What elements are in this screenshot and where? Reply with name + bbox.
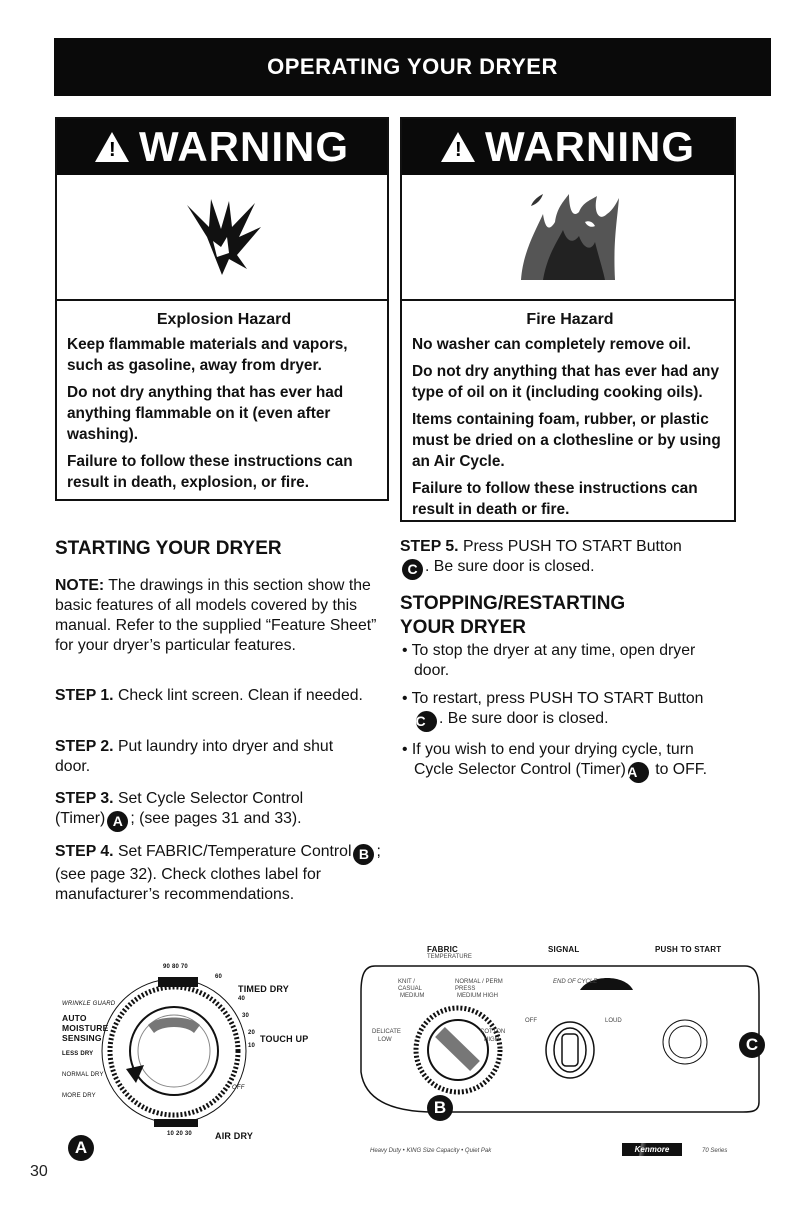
badge-b-callout: B xyxy=(427,1095,453,1121)
step-3 xyxy=(55,789,355,832)
step-label: STEP 4. xyxy=(55,843,114,860)
fabric-label: FABRIC xyxy=(427,945,458,954)
step-5 xyxy=(400,537,700,580)
step-text: ; (see pages 31 and 33). xyxy=(130,810,302,827)
warning-label: WARNING xyxy=(139,123,349,170)
series-label: 70 Series xyxy=(702,1148,728,1154)
explosion-icon xyxy=(177,197,267,277)
step-4 xyxy=(55,842,390,905)
badge-a: A xyxy=(628,762,649,783)
knit-casual-label: KNIT / CASUAL xyxy=(398,979,423,992)
warning-label: WARNING xyxy=(485,123,695,170)
page-number: 30 xyxy=(30,1163,48,1180)
list-item: • To stop the dryer at any time, open dryer door. xyxy=(402,642,696,679)
air-dry-label: AIR DRY xyxy=(215,1131,254,1141)
signal-label: SIGNAL xyxy=(548,945,580,954)
step-text: Set Cycle Selector Control (Timer) xyxy=(55,790,304,827)
timed-dry-label: TIMED DRY xyxy=(238,984,289,994)
section-header: OPERATING YOUR DRYER xyxy=(54,38,771,96)
less-dry-label: LESS DRY xyxy=(62,1051,94,1057)
step-1 xyxy=(55,686,385,706)
warning-line: Items containing foam, rubber, or plastic must be dried on a clothesline or by using an Air Cycle. xyxy=(412,411,721,470)
warning-line: Failure to follow these instructions can result in death or fire. xyxy=(412,480,698,518)
step-text: Set FABRIC/Temperature Control xyxy=(117,843,352,860)
step-2 xyxy=(55,737,355,777)
stopping-heading: STOPPING/RESTARTING YOUR DRYER xyxy=(400,593,626,638)
warning-line: Failure to follow these instructions can result in death, explosion, or fire. xyxy=(67,453,353,491)
cotton-label: COTTON xyxy=(480,1029,506,1035)
end-of-cycle-label: END OF CYCLE xyxy=(553,979,598,985)
step-text: Put laundry into dryer and shut door. xyxy=(55,738,334,775)
delicate-label: DELICATE xyxy=(372,1029,401,1035)
step-text: Press PUSH TO START Button xyxy=(462,538,682,555)
touch-up-label: TOUCH UP xyxy=(260,1034,309,1044)
step-label: STEP 1. xyxy=(55,687,114,704)
note-paragraph xyxy=(55,576,385,656)
medium-high-label: MEDIUM HIGH xyxy=(457,993,498,999)
low-label: LOW xyxy=(378,1037,392,1043)
badge-c-callout: C xyxy=(739,1032,765,1058)
explosion-warning-box xyxy=(55,117,389,501)
fire-picture xyxy=(402,175,734,301)
loud-label: LOUD xyxy=(605,1018,622,1024)
temperature-label: TEMPERATURE xyxy=(427,954,472,960)
badge-c: C xyxy=(416,711,437,732)
badge-b: B xyxy=(353,844,374,865)
fire-icon xyxy=(513,192,623,282)
note-text: The drawings in this section show the basic features of all models covered by this manual. Refer to the supplied “Feature Sheet” for your dryer’s particular features. xyxy=(55,577,377,654)
timer-numbers-top: 90 80 70 xyxy=(163,964,188,970)
push-to-start-label: PUSH TO START xyxy=(655,945,722,954)
fire-warning-box xyxy=(400,117,736,522)
step-label: STEP 3. xyxy=(55,790,114,807)
warning-line: Do not dry anything that has ever had anything flammable on it (even after washing). xyxy=(67,384,344,443)
badge-a-callout: A xyxy=(68,1135,94,1161)
list-item: • If you wish to end your drying cycle, turn Cycle Selector Control (Timer)A to OFF. xyxy=(400,740,720,783)
step-text: Check lint screen. Clean if needed. xyxy=(117,687,363,704)
kenmore-logo: Kenmore xyxy=(622,1143,682,1156)
more-dry-label: MORE DRY xyxy=(62,1093,96,1099)
timer-numbers-bottom: 10 20 30 xyxy=(167,1131,192,1137)
note-label: NOTE: xyxy=(55,577,105,594)
starting-heading: STARTING YOUR DRYER xyxy=(55,538,282,559)
auto-moisture-label: AUTO MOISTURE SENSING xyxy=(62,1013,109,1043)
timer-n30: 30 xyxy=(242,1013,250,1019)
high-label: HIGH xyxy=(484,1037,499,1043)
features-footer: Heavy Duty • KING Size Capacity • Quiet Pak xyxy=(370,1148,492,1154)
warning-line: Do not dry anything that has ever had any type of oil on it (including cooking oils). xyxy=(412,363,720,401)
warning-line: Keep flammable materials and vapors, such as gasoline, away from dryer. xyxy=(67,336,348,374)
step-text: ; (see page 32). Check clothes label for manufacturer’s recommendations. xyxy=(55,843,381,903)
warning-line: No washer can completely remove oil. xyxy=(412,336,691,353)
signal-off-label: OFF xyxy=(525,1018,537,1024)
badge-c: C xyxy=(402,559,423,580)
step-label: STEP 2. xyxy=(55,738,114,755)
step-text: . Be sure door is closed. xyxy=(425,558,595,575)
step-label: STEP 5. xyxy=(400,538,459,555)
timer-n40: 40 xyxy=(238,996,246,1002)
medium-label: MEDIUM xyxy=(400,993,425,999)
list-item: • To restart, press PUSH TO START ButtonC . Be sure door is closed. xyxy=(400,689,720,732)
badge-a: A xyxy=(107,811,128,832)
timer-off-label: OFF xyxy=(232,1085,245,1091)
warning-header xyxy=(402,119,734,175)
normal-perm-label: NORMAL / PERM PRESS xyxy=(455,979,503,992)
timer-n10: 10 xyxy=(248,1043,256,1049)
warning-triangle-icon: ! xyxy=(441,132,475,162)
explosion-picture xyxy=(57,175,387,301)
warning-header xyxy=(57,119,387,175)
stopping-list xyxy=(400,641,720,791)
wrinkle-guard-label: WRINKLE GUARD xyxy=(62,1001,116,1007)
timer-n20: 20 xyxy=(248,1030,256,1036)
timer-n60: 60 xyxy=(215,974,223,980)
explosion-hazard-title: Explosion Hazard xyxy=(156,311,292,328)
warning-triangle-icon: ! xyxy=(95,132,129,162)
fire-hazard-title: Fire Hazard xyxy=(526,311,614,328)
normal-dry-label: NORMAL DRY xyxy=(62,1072,104,1078)
